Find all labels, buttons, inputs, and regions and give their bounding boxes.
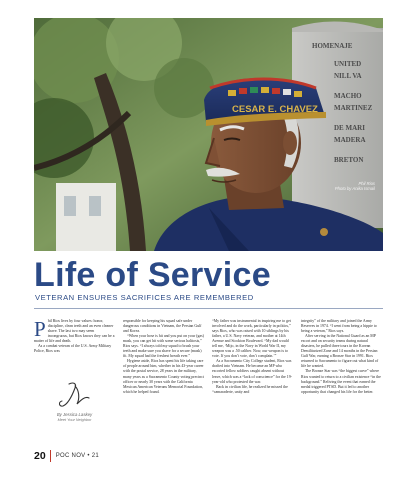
column-2-paragraph-3: Hygiene aside, Rios has spent his life taking care of people around him, whether in his 43-year career with the postal service, 28 years in the military, many years as a Sacramento County voting precinct officer or nearly 30 years with the California Mexican American Veterans Memorial Foundation, which he helped found. bbox=[123, 359, 204, 394]
monument-text-5: MARTINEZ bbox=[334, 104, 373, 112]
article-subhead: VETERAN ENSURES SACRIFICES ARE REMEMBERED bbox=[35, 293, 254, 302]
column-1-paragraph-1 bbox=[34, 319, 115, 344]
monument-text-7: MADERA bbox=[334, 136, 366, 144]
column-4-paragraph-3: The Bronze Star was “the biggest curve” where Rios wanted to return to a civilian existence “in the background.” Reliving the event that earned the medal triggered PTSD. But it led to another opportunity that changed his life for the better. bbox=[301, 369, 381, 394]
photo-credit-subject: Phil Rios bbox=[358, 181, 375, 186]
article-column-3 bbox=[212, 319, 293, 395]
photo-credit-photographer: Photo by Anika Ismail bbox=[334, 186, 375, 192]
photo-credit bbox=[335, 181, 375, 192]
page-number: 20 bbox=[34, 450, 46, 462]
monument-text-6: DE MARI bbox=[334, 124, 365, 132]
monument-text-1: HOMENAJE bbox=[312, 42, 353, 50]
publication-issue: POC NOV • 21 bbox=[55, 453, 100, 459]
monument-text-3: NILL VA bbox=[334, 72, 362, 80]
monument-text-4: MACHO bbox=[334, 92, 362, 100]
cap-embroidered-text: CESAR E. CHAVEZ bbox=[232, 104, 318, 115]
article-column-4 bbox=[301, 319, 382, 395]
column-1-paragraph-2: As a combat veteran of the U.S. Army Military Police, Rios was bbox=[34, 344, 112, 354]
headline-divider bbox=[34, 308, 383, 309]
column-4-paragraph-2: After serving in the National Guard as an MP escort and on security teams during natural disasters, he pulled three tours in the Korean Demilitarized Zone and 14 months in the Persian Gulf War, earning a Bronze Star in 1991. Rios returned to Sacramento to figure out what kind of life he wanted. bbox=[301, 334, 379, 369]
article-headline: Life of Service bbox=[34, 256, 271, 294]
author-role: Meet Your Neighbor bbox=[57, 418, 92, 422]
column-3-paragraph-1: “My father was instrumental in inspiring me to get involved and do the work, particularly in politics,” says Rios, who was raised with 10 siblings by his father, a U.S. Navy veteran, and mother at 14th Avenue and Stockton Boulevard. “My dad would tell me, ‘Mijo, in the Navy in World War II, my weapon was a .50 caliber. Now, our weapon is to vote. If you don’t vote, don’t complain.’” bbox=[212, 319, 291, 359]
article-column-2 bbox=[123, 319, 204, 395]
article-column-1 bbox=[34, 319, 115, 354]
column-4-paragraph-1: integrity” of the military and joined the Army Reserves in 1974. “I went from being a hippie to being a veteran,” Rios says. bbox=[301, 319, 377, 334]
author-name: By Jessica Laskey bbox=[56, 412, 93, 417]
page-footer bbox=[34, 449, 99, 463]
column-3-paragraph-2: As a Sacramento City College student, Rios was drafted into Vietnam. He became an MP who escorted fellow soldiers caught absent without leave, which was a “lack of conscience” for the 19-year-old who protested the war. bbox=[212, 359, 292, 384]
author-byline bbox=[34, 380, 115, 422]
column-2-paragraph-1: responsible for keeping his squad safe under dangerous conditions in Vietnam, the Persian Gulf and Korea. bbox=[123, 319, 202, 334]
feature-photo bbox=[34, 18, 383, 251]
monument-text-8: BRETON bbox=[334, 156, 364, 164]
drop-cap: P bbox=[34, 317, 46, 341]
author-signature-icon bbox=[55, 380, 95, 410]
column-2-paragraph-2: “When your hose is hit and you put on your (gas) mask, you can get hit with some serious halitosis,” Rios says. “I always told my squad to brush your teeth and make sure you shave for a secure (mask) fit. My squad had the freshest breath ever.” bbox=[123, 334, 204, 359]
monument-text-2: UNITED bbox=[334, 60, 362, 68]
footer-divider bbox=[50, 450, 51, 462]
column-1-paragraph-1-text: hil Rios lives by four values: honor, discipline, clean teeth and an even cleaner shave. The last two may seem incongruous, but Rios knows they can be a matter of life and death. bbox=[34, 319, 115, 344]
column-3-paragraph-3: Back in civilian life, he realized he missed the “camaraderie, unity and bbox=[212, 384, 288, 394]
veteran-portrait-image bbox=[34, 18, 383, 251]
